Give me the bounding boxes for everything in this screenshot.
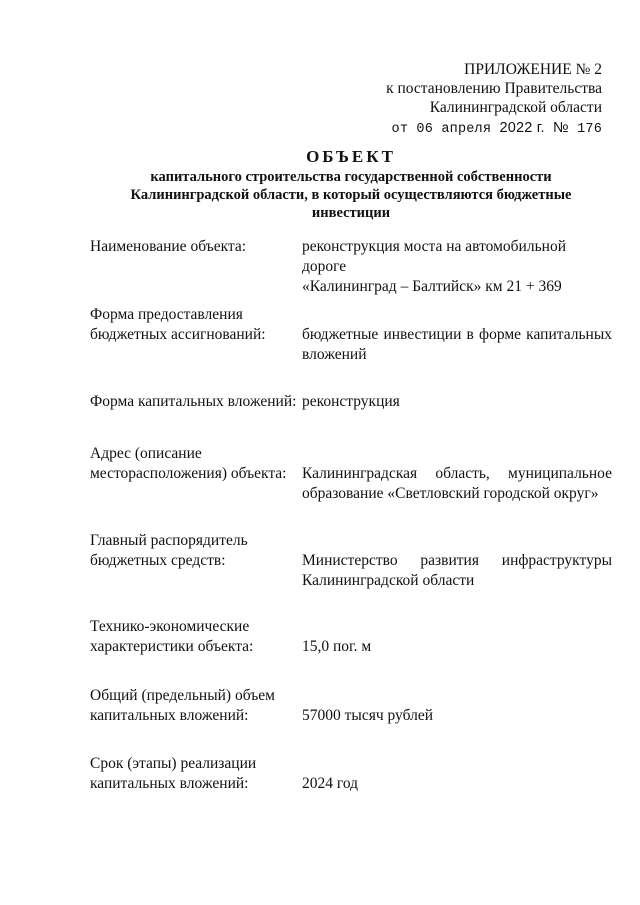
field-volume-label-line2: капитальных вложений: [90,707,249,724]
field-address-value [302,464,612,504]
field-name-value [302,237,612,297]
field-deadline-label [90,754,302,794]
field-characteristics-label-line2: характеристики объекта: [90,638,254,655]
field-name-value-line2: «Калининград – Балтийск» км 21 + 369 [302,278,562,295]
field-address-value-line2: образование «Светловский городской округ» [302,485,599,502]
field-address-value-line1: Калининградская область, муниципальное [302,465,612,482]
field-address-label-line2: месторасположения) объекта: [90,465,287,482]
field-manager-value [302,551,612,591]
heading-title: ОБЪЕКТ [306,147,396,166]
document-heading [95,146,607,222]
field-characteristics-label [90,617,302,657]
appendix-header [386,60,602,139]
field-funding-form-label [90,305,302,345]
field-investment-form-value: реконструкция [302,393,400,410]
appendix-title: ПРИЛОЖЕНИЕ № 2 [464,61,602,78]
appendix-year: 2022 г. [499,120,545,136]
field-address-label-line1: Адрес (описание [90,445,202,462]
field-investment-form-label: Форма капитальных вложений: [90,393,297,410]
field-name-label: Наименование объекта: [90,238,247,255]
appendix-number: 176 [577,122,602,137]
heading-subtitle-1: капитального строительства государственной собственности [150,169,552,185]
appendix-authority: Калининградской области [429,99,602,116]
field-funding-form-value [302,325,612,365]
field-funding-form-label-line2: бюджетных ассигнований: [90,326,266,343]
field-manager-value-line2: Калининградской области [302,572,475,589]
field-address-label [90,444,302,484]
heading-subtitle-3: инвестиции [311,205,391,221]
field-deadline-label-line2: капитальных вложений: [90,775,249,792]
appendix-date: от 06 апреля [391,122,492,137]
field-funding-form-value-line1: бюджетные инвестиции в форме капитальных [302,326,612,343]
field-name-value-line1: реконструкция моста на автомобильной дороге [302,238,566,275]
field-volume-value: 57000 тысяч рублей [302,707,433,724]
field-funding-form-value-line2: вложений [302,346,367,363]
field-volume-label [90,686,302,726]
heading-subtitle-2: Калининградской области, в который осуществляются бюджетные [130,187,572,203]
field-manager-value-line1: Министерство развития инфраструктуры [302,552,612,569]
appendix-number-sign: № [553,120,569,136]
field-funding-form-label-line1: Форма предоставления [90,306,243,323]
field-characteristics-value: 15,0 пог. м [302,638,372,655]
appendix-date-line [386,119,602,139]
field-volume-label-line1: Общий (предельный) объем [90,687,275,704]
field-manager-label [90,531,302,571]
appendix-resolution: к постановлению Правительства [386,80,602,97]
field-manager-label-line2: бюджетных средств: [90,552,226,569]
field-deadline-label-line1: Срок (этапы) реализации [90,755,257,772]
field-characteristics-label-line1: Технико-экономические [90,618,250,635]
field-deadline-value: 2024 год [302,775,359,792]
field-manager-label-line1: Главный распорядитель [90,532,248,549]
